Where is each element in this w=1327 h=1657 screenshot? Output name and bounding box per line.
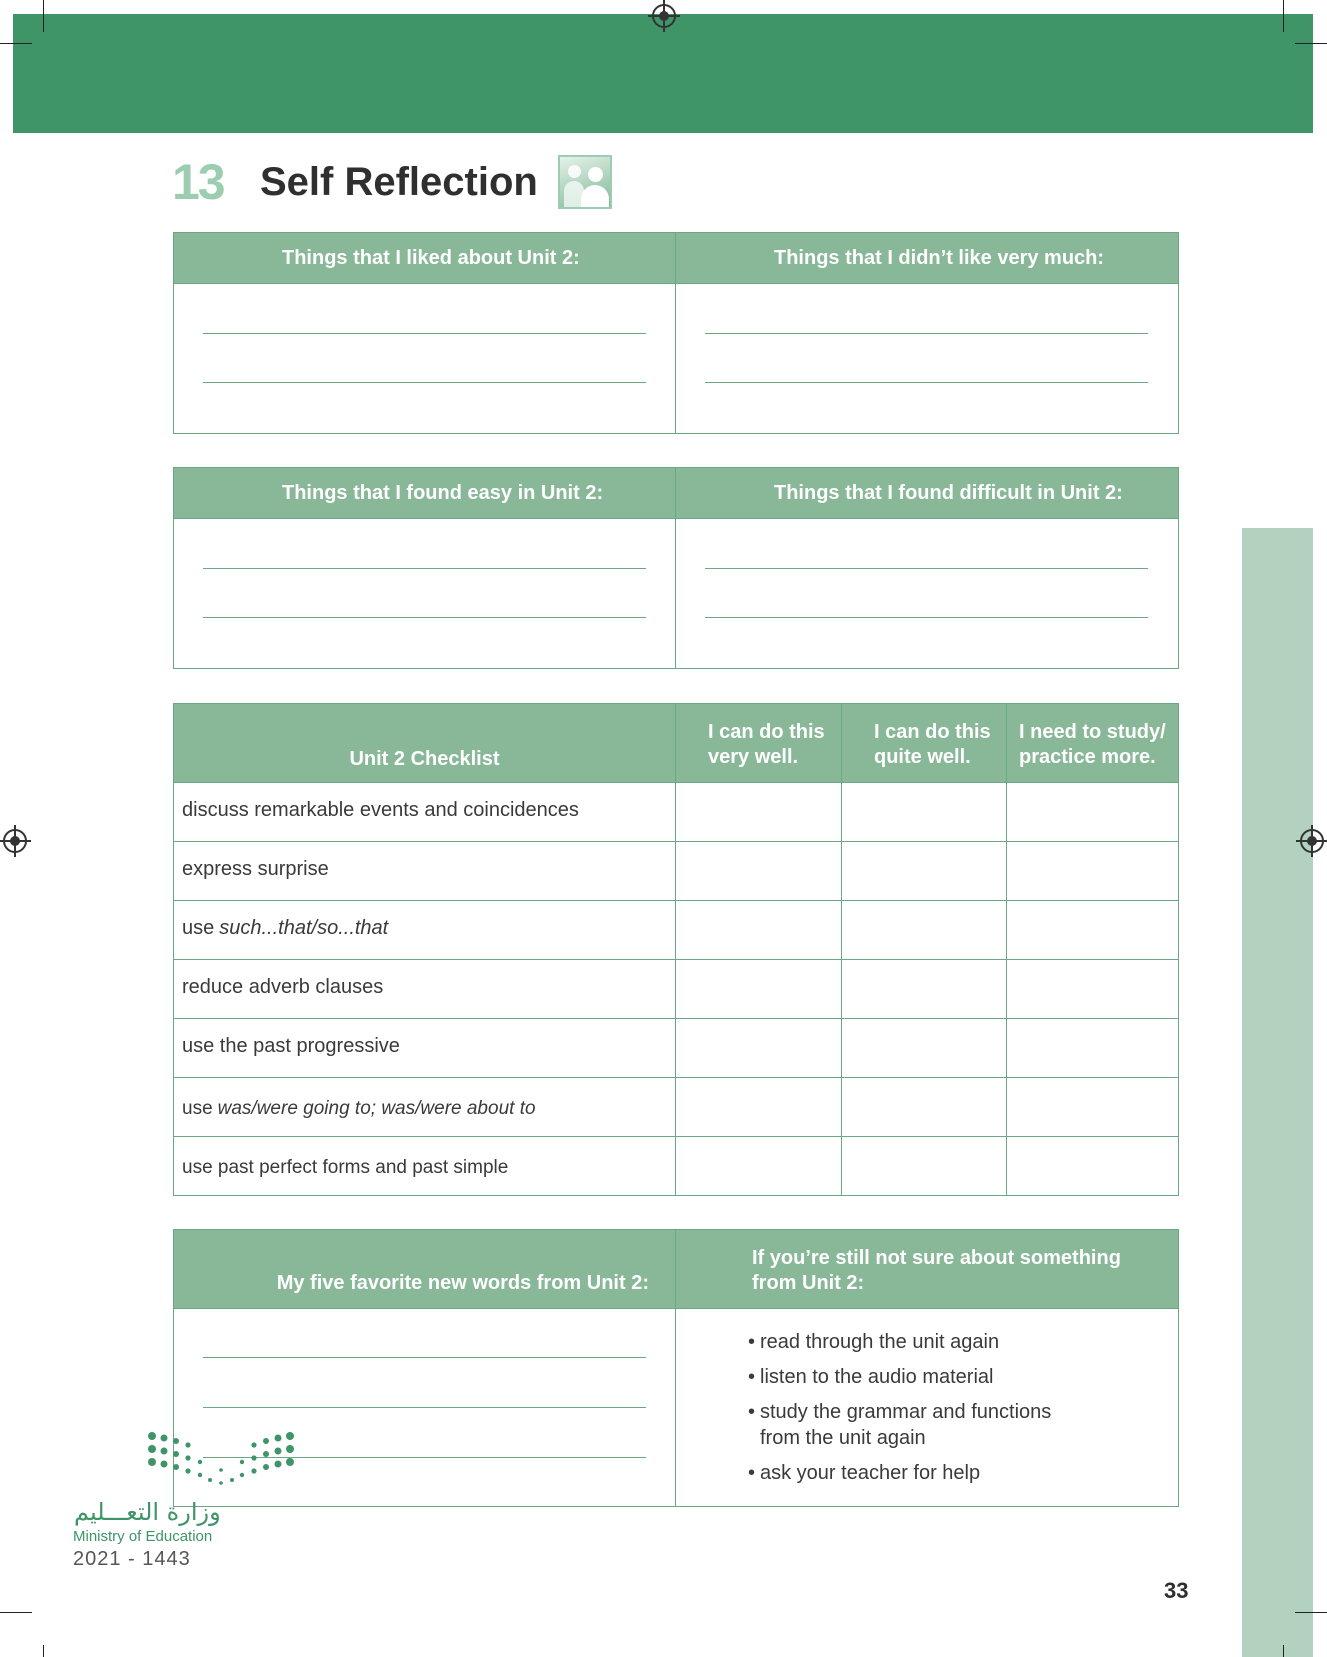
disliked-header: Things that I didn’t like very much: (774, 246, 1105, 269)
checklist-item-text: use past perfect forms and past simple (182, 1157, 509, 1178)
crop-mark (1295, 1612, 1327, 1613)
crop-mark (43, 0, 44, 32)
checklist-title: Unit 2 Checklist (174, 704, 676, 782)
registration-mark-icon (1300, 829, 1324, 853)
crop-mark (43, 1645, 44, 1657)
checklist-item-text: express surprise (182, 857, 329, 880)
column-header-study-more: I need to study/ practice more. (1019, 721, 1166, 768)
side-color-band (1242, 528, 1313, 1657)
page-number: 33 (1164, 1578, 1189, 1603)
unit-checklist-table (173, 703, 1179, 1196)
checklist-row (174, 1136, 1178, 1195)
difficult-writing-area[interactable] (676, 519, 1178, 668)
check-cell-quite-well[interactable] (842, 783, 1007, 841)
check-cell-study-more[interactable] (1007, 1137, 1178, 1195)
liked-header: Things that I liked about Unit 2: (174, 233, 676, 283)
check-cell-very-well[interactable] (676, 1019, 842, 1077)
crop-mark (1295, 43, 1327, 44)
check-cell-study-more[interactable] (1007, 842, 1178, 900)
difficult-header: Things that I found difficult in Unit 2: (774, 481, 1123, 504)
check-cell-study-more[interactable] (1007, 901, 1178, 959)
checklist-row (174, 959, 1178, 1018)
checklist-row (174, 900, 1178, 959)
crop-mark (0, 43, 32, 44)
writing-line (203, 382, 646, 383)
check-cell-very-well[interactable] (676, 1137, 842, 1195)
check-cell-study-more[interactable] (1007, 1019, 1178, 1077)
checklist-row (174, 1018, 1178, 1077)
check-cell-quite-well[interactable] (842, 901, 1007, 959)
writing-line (705, 617, 1148, 618)
easy-writing-area[interactable] (174, 519, 676, 668)
ministry-english-name: Ministry of Education (73, 1528, 213, 1545)
checklist-item-italic: such...that/so...that (219, 916, 389, 939)
favorite-words-header: My five favorite new words from Unit 2: (174, 1230, 676, 1308)
check-cell-very-well[interactable] (676, 1078, 842, 1136)
writing-line (705, 568, 1148, 569)
liked-disliked-table (173, 232, 1179, 434)
checklist-item-text: use (182, 1098, 213, 1119)
liked-writing-area[interactable] (174, 284, 676, 433)
checklist-item-italic: was/were going to; was/were about to (217, 1098, 536, 1119)
writing-line (203, 568, 646, 569)
writing-line (203, 1407, 646, 1408)
checklist-row (174, 782, 1178, 841)
tips-list (676, 1309, 1178, 1506)
tip-item: • ask your teacher for help (748, 1462, 981, 1484)
check-cell-quite-well[interactable] (842, 842, 1007, 900)
tip-item: • read through the unit again (748, 1331, 1000, 1353)
checklist-row (174, 1077, 1178, 1136)
crop-mark (1283, 1645, 1284, 1657)
easy-header: Things that I found easy in Unit 2: (174, 468, 676, 518)
checklist-item-text: use (182, 916, 215, 939)
check-cell-very-well[interactable] (676, 901, 842, 959)
column-header-quite-well: I can do this quite well. (842, 704, 1007, 782)
checklist-item-text: reduce adverb clauses (182, 975, 384, 998)
page-title: Self Reflection (260, 159, 538, 204)
checklist-item-text: discuss remarkable events and coincidences (182, 798, 579, 821)
easy-difficult-table (173, 467, 1179, 669)
crop-mark (0, 1612, 32, 1613)
check-cell-quite-well[interactable] (842, 1078, 1007, 1136)
ministry-arabic-name: وزارة التعـــليم (74, 1498, 221, 1526)
check-cell-quite-well[interactable] (842, 960, 1007, 1018)
check-cell-very-well[interactable] (676, 783, 842, 841)
tip-item: • study the grammar and functions from the unit again (748, 1401, 1052, 1449)
check-cell-very-well[interactable] (676, 960, 842, 1018)
check-cell-study-more[interactable] (1007, 783, 1178, 841)
writing-line (705, 382, 1148, 383)
check-cell-study-more[interactable] (1007, 1078, 1178, 1136)
tip-item: • listen to the audio material (748, 1366, 994, 1388)
self-reflection-people-icon (558, 155, 612, 209)
column-header-very-well: I can do this very well. (676, 704, 842, 782)
section-heading (172, 152, 612, 212)
checklist-row (174, 841, 1178, 900)
section-number: 13 (172, 154, 224, 210)
check-cell-study-more[interactable] (1007, 960, 1178, 1018)
checklist-item-text: use the past progressive (182, 1034, 400, 1057)
check-cell-quite-well[interactable] (842, 1137, 1007, 1195)
crop-mark (1283, 0, 1284, 32)
check-cell-quite-well[interactable] (842, 1019, 1007, 1077)
registration-mark-icon (3, 829, 27, 853)
writing-line (203, 1357, 646, 1358)
writing-line (705, 333, 1148, 334)
edition-year: 2021 - 1443 (73, 1548, 191, 1570)
writing-line (203, 333, 646, 334)
not-sure-header: If you’re still not sure about something from Unit 2: (752, 1247, 1121, 1294)
registration-mark-icon (652, 4, 676, 28)
ministry-dots-logo-icon (146, 1430, 296, 1486)
disliked-writing-area[interactable] (676, 284, 1178, 433)
check-cell-very-well[interactable] (676, 842, 842, 900)
ministry-logo (72, 1430, 302, 1570)
writing-line (203, 617, 646, 618)
favorite-words-table (173, 1229, 1179, 1507)
